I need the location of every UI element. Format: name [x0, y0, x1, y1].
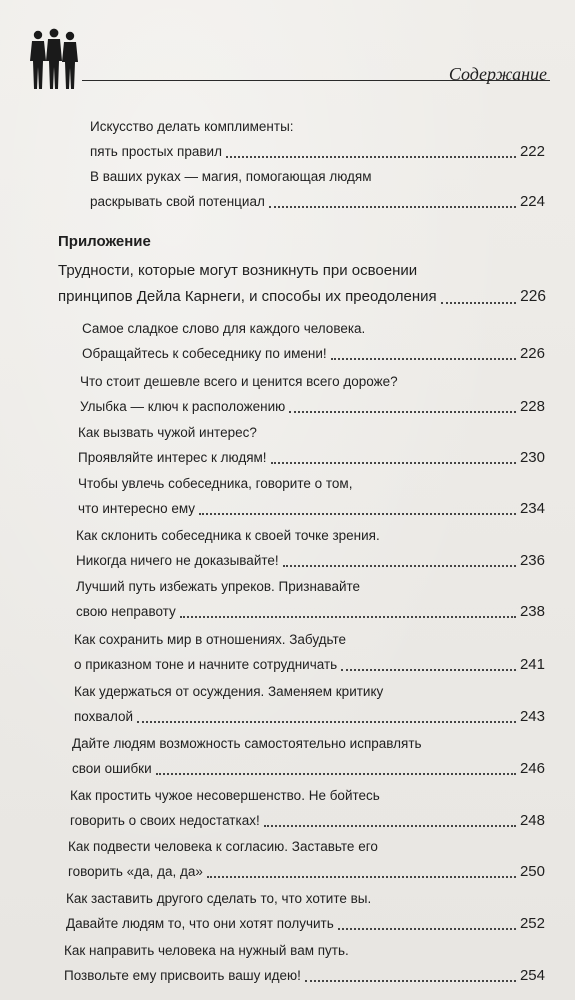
leader-dots: [338, 928, 516, 930]
leader-dots: [269, 206, 516, 208]
toc-page-number: 226: [519, 345, 545, 362]
leader-dots: [441, 302, 516, 304]
toc-entry: [78, 471, 545, 521]
leader-dots: [271, 462, 516, 464]
toc-entry-line1: Как направить человека на нужный вам путь.: [64, 943, 349, 958]
toc-page-number: 243: [519, 708, 545, 725]
toc-entry-line1: Лучший путь избежать упреков. Признавайте: [76, 579, 361, 594]
toc-entry: [72, 731, 545, 781]
section-title: Приложение: [58, 233, 151, 250]
toc-entry-line2: о приказном тоне и начните сотрудничать: [74, 657, 338, 672]
toc-entry-line1: Как склонить собеседника к своей точке зрения.: [76, 528, 380, 543]
toc-entry: [76, 523, 545, 573]
toc-entry-line2: Обращайтесь к собеседнику по имени!: [82, 346, 327, 361]
toc-entry-line1: Чтобы увлечь собеседника, говорите о том,: [78, 476, 353, 491]
toc-entry-line1: Дайте людям возможность самостоятельно исправлять: [72, 736, 422, 751]
toc-entry-line2: свою неправоту: [76, 604, 176, 619]
leader-dots: [180, 616, 516, 618]
leader-dots: [199, 513, 516, 515]
toc-entry-line2: говорить «да, да, да»: [68, 864, 203, 879]
leader-dots: [226, 156, 516, 158]
toc-page-number: 224: [519, 193, 545, 210]
toc-entry-line2: Проявляйте интерес к людям!: [78, 450, 267, 465]
leader-dots: [289, 411, 516, 413]
toc-page-number: 248: [519, 812, 545, 829]
toc-entry-line2: Позвольте ему присвоить вашу идею!: [64, 968, 301, 983]
toc-entry: [76, 574, 545, 624]
toc-page-number: 252: [519, 915, 545, 932]
toc-entry-line2: раскрывать свой потенциал: [90, 194, 265, 209]
toc-entry-line2: говорить о своих недостатках!: [70, 813, 260, 828]
toc-entry: [78, 420, 545, 470]
leader-dots: [331, 358, 516, 360]
running-head: Содержание: [448, 64, 547, 84]
toc-page-number: 234: [519, 500, 545, 517]
leader-dots: [264, 825, 516, 827]
toc-page-number: 226: [520, 288, 546, 305]
toc-page-number: 241: [519, 656, 545, 673]
toc-entry: [82, 316, 545, 366]
toc-entry-line1: Что стоит дешевле всего и ценится всего дороже?: [80, 374, 398, 389]
toc-page-number: 222: [519, 143, 545, 160]
toc-page-number: 238: [519, 603, 545, 620]
leader-dots: [305, 980, 516, 982]
toc-entry-line2: свои ошибки: [72, 761, 152, 776]
toc-entry: [74, 679, 545, 729]
toc-entry-line2: Улыбка — ключ к расположению: [80, 399, 286, 414]
toc-entry: [80, 369, 545, 419]
toc-entry-line1: Искусство делать комплименты:: [90, 119, 294, 134]
leader-dots: [283, 565, 516, 567]
toc-entry-line2: что интересно ему: [78, 501, 196, 516]
toc-entry: [70, 783, 545, 833]
toc-entry-line1: Как сохранить мир в отношениях. Забудьте: [74, 632, 347, 647]
toc-entry-line1: Самое сладкое слово для каждого человека.: [82, 321, 366, 336]
leader-dots: [156, 773, 516, 775]
toc-entry-line2: Никогда ничего не доказывайте!: [76, 553, 279, 568]
toc-entry-line1: Как удержаться от осуждения. Заменяем критику: [74, 684, 384, 699]
toc-page-number: 228: [519, 398, 545, 415]
toc-entry-line2: принципов Дейла Карнеги, и способы их преодоления: [58, 288, 437, 305]
toc-entry: [74, 627, 545, 677]
toc-entry-line2: похвалой: [74, 709, 134, 724]
toc-entry: [90, 114, 545, 164]
toc-entry: [90, 164, 545, 214]
leader-dots: [207, 876, 516, 878]
toc-main-entry: [58, 258, 546, 310]
toc-entry: [66, 886, 545, 936]
toc-entry-line1: Как подвести человека к согласию. Заставьте его: [68, 839, 378, 854]
toc-page-number: 236: [519, 552, 545, 569]
toc-entry-line2: пять простых правил: [90, 144, 222, 159]
leader-dots: [341, 669, 516, 671]
toc-entry: [68, 834, 545, 884]
leader-dots: [137, 721, 516, 723]
toc-entry-line1: Как заставить другого сделать то, что хотите вы.: [66, 891, 372, 906]
toc-entry: [64, 938, 545, 988]
toc-page-number: 250: [519, 863, 545, 880]
toc-entry-line1: Трудности, которые могут возникнуть при освоении: [58, 262, 418, 279]
toc-entry-line1: Как простить чужое несовершенство. Не бойтесь: [70, 788, 380, 803]
toc-entry-line2: Давайте людям то, что они хотят получить: [66, 916, 334, 931]
people-silhouettes-icon: [28, 28, 80, 90]
toc-page-number: 230: [519, 449, 545, 466]
toc-entry-line1: Как вызвать чужой интерес?: [78, 425, 257, 440]
toc-page-number: 246: [519, 760, 545, 777]
toc-page-number: 254: [519, 967, 545, 984]
toc-entry-line1: В ваших руках — магия, помогающая людям: [90, 169, 372, 184]
